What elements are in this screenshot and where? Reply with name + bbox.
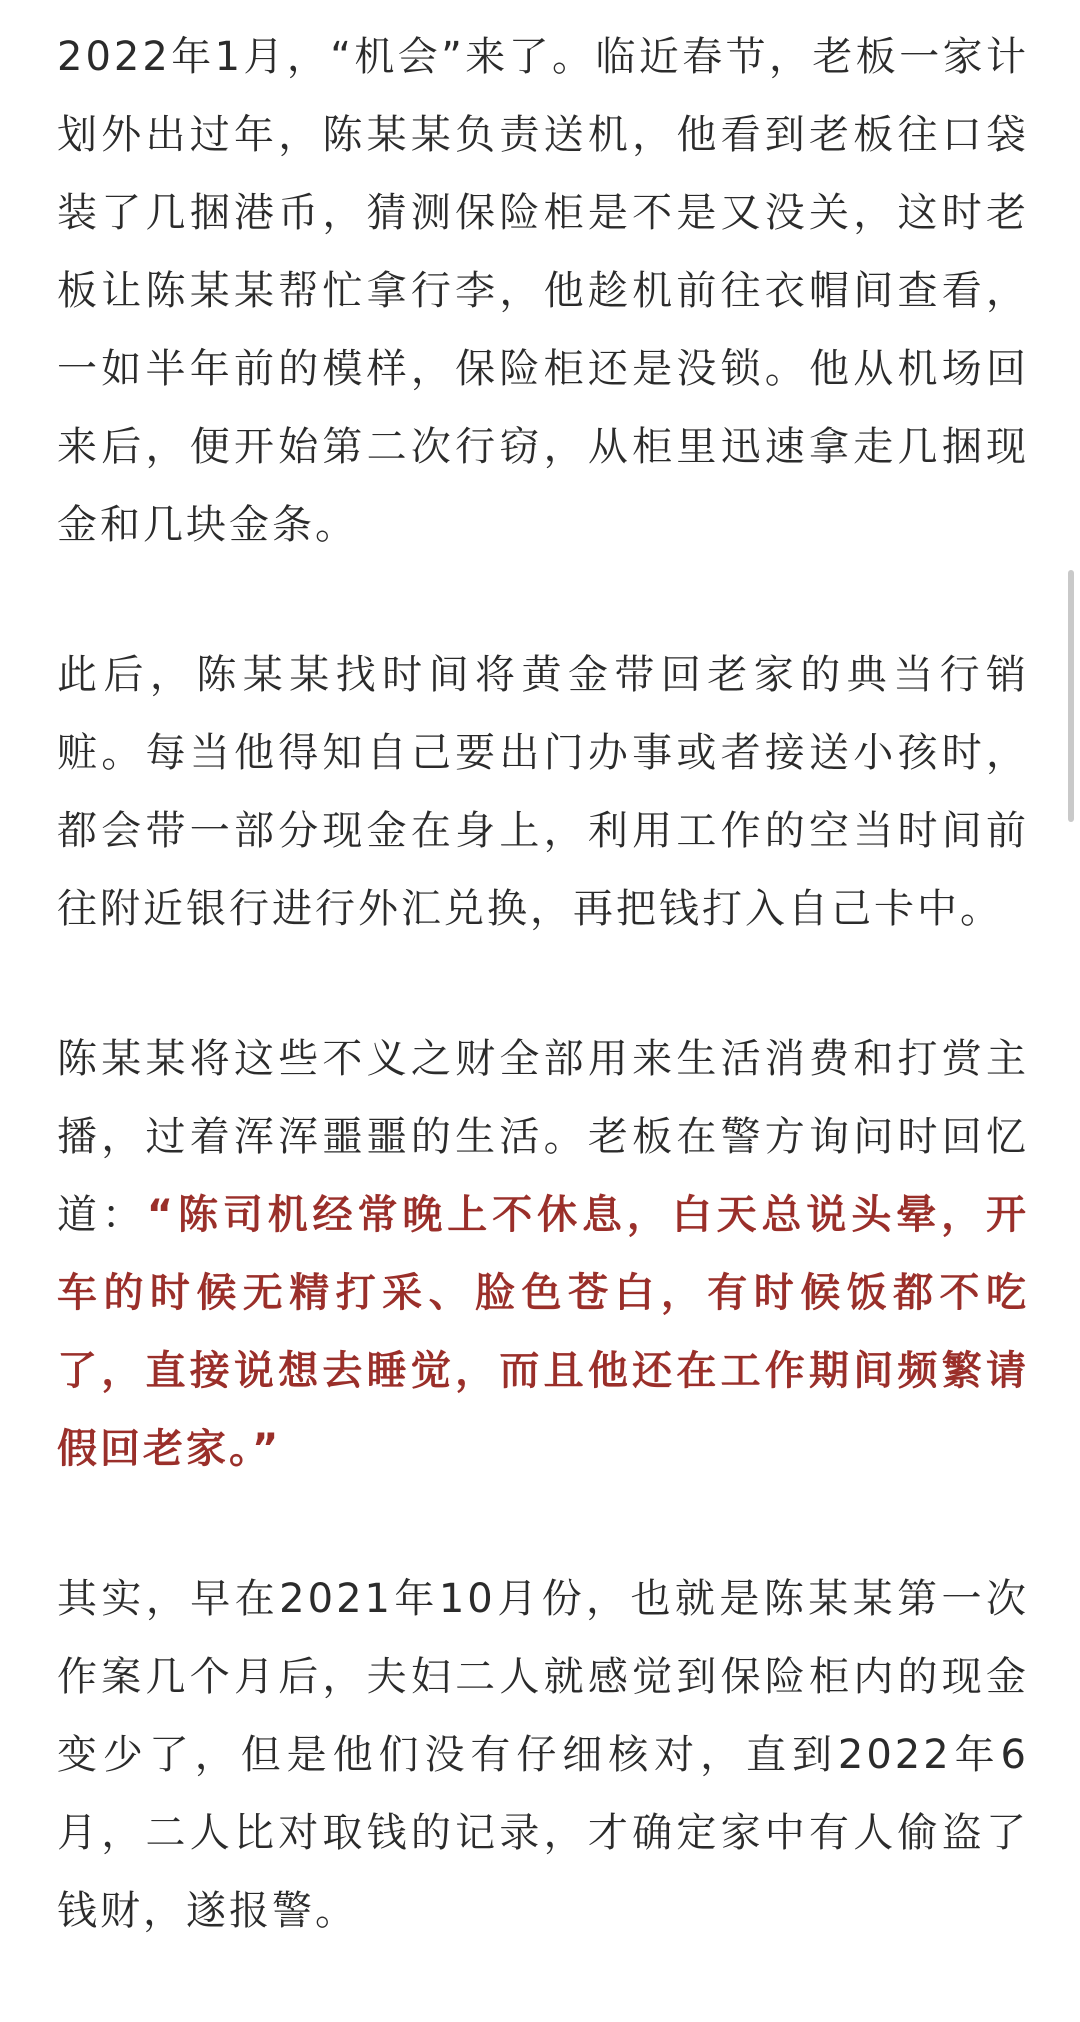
article-body <box>57 18 1029 2022</box>
paragraph-4: 其实，早在2021年10月份，也就是陈某某第一次作案几个月后，夫妇二人就感觉到保险柜内的现金变少了，但是他们没有仔细核对，直到2022年6月，二人比对取钱的记录，才确定家中有人偷盗了钱财，遂报警。 <box>57 1576 1029 1934</box>
paragraph-1: 2022年1月，“机会”来了。临近春节，老板一家计划外出过年，陈某某负责送机，他看到老板往口袋装了几捆港币，猜测保险柜是不是又没关，这时老板让陈某某帮忙拿行李，他趁机前往衣帽间查看，一如半年前的模样，保险柜还是没锁。他从机场回来后，便开始第二次行窃，从柜里迅速拿走几捆现金和几块金条。 <box>57 34 1029 548</box>
paragraph-3 <box>57 1020 1029 1488</box>
scrollbar-thumb[interactable] <box>1068 570 1074 822</box>
paragraph-3-lead: 陈某某将这些不义之财全部用来生活消费和打赏主播，过着浑浑噩噩的生活。老板在警方询问时回忆道： <box>57 1036 1029 1238</box>
boss-quote: “陈司机经常晚上不休息，白天总说头晕，开车的时候无精打采、脸色苍白，有时候饭都不吃了，直接说想去睡觉，而且他还在工作期间频繁请假回老家。” <box>57 1192 1029 1472</box>
paragraph-2: 此后，陈某某找时间将黄金带回老家的典当行销赃。每当他得知自己要出门办事或者接送小孩时，都会带一部分现金在身上，利用工作的空当时间前往附近银行进行外汇兑换，再把钱打入自己卡中。 <box>57 652 1029 932</box>
